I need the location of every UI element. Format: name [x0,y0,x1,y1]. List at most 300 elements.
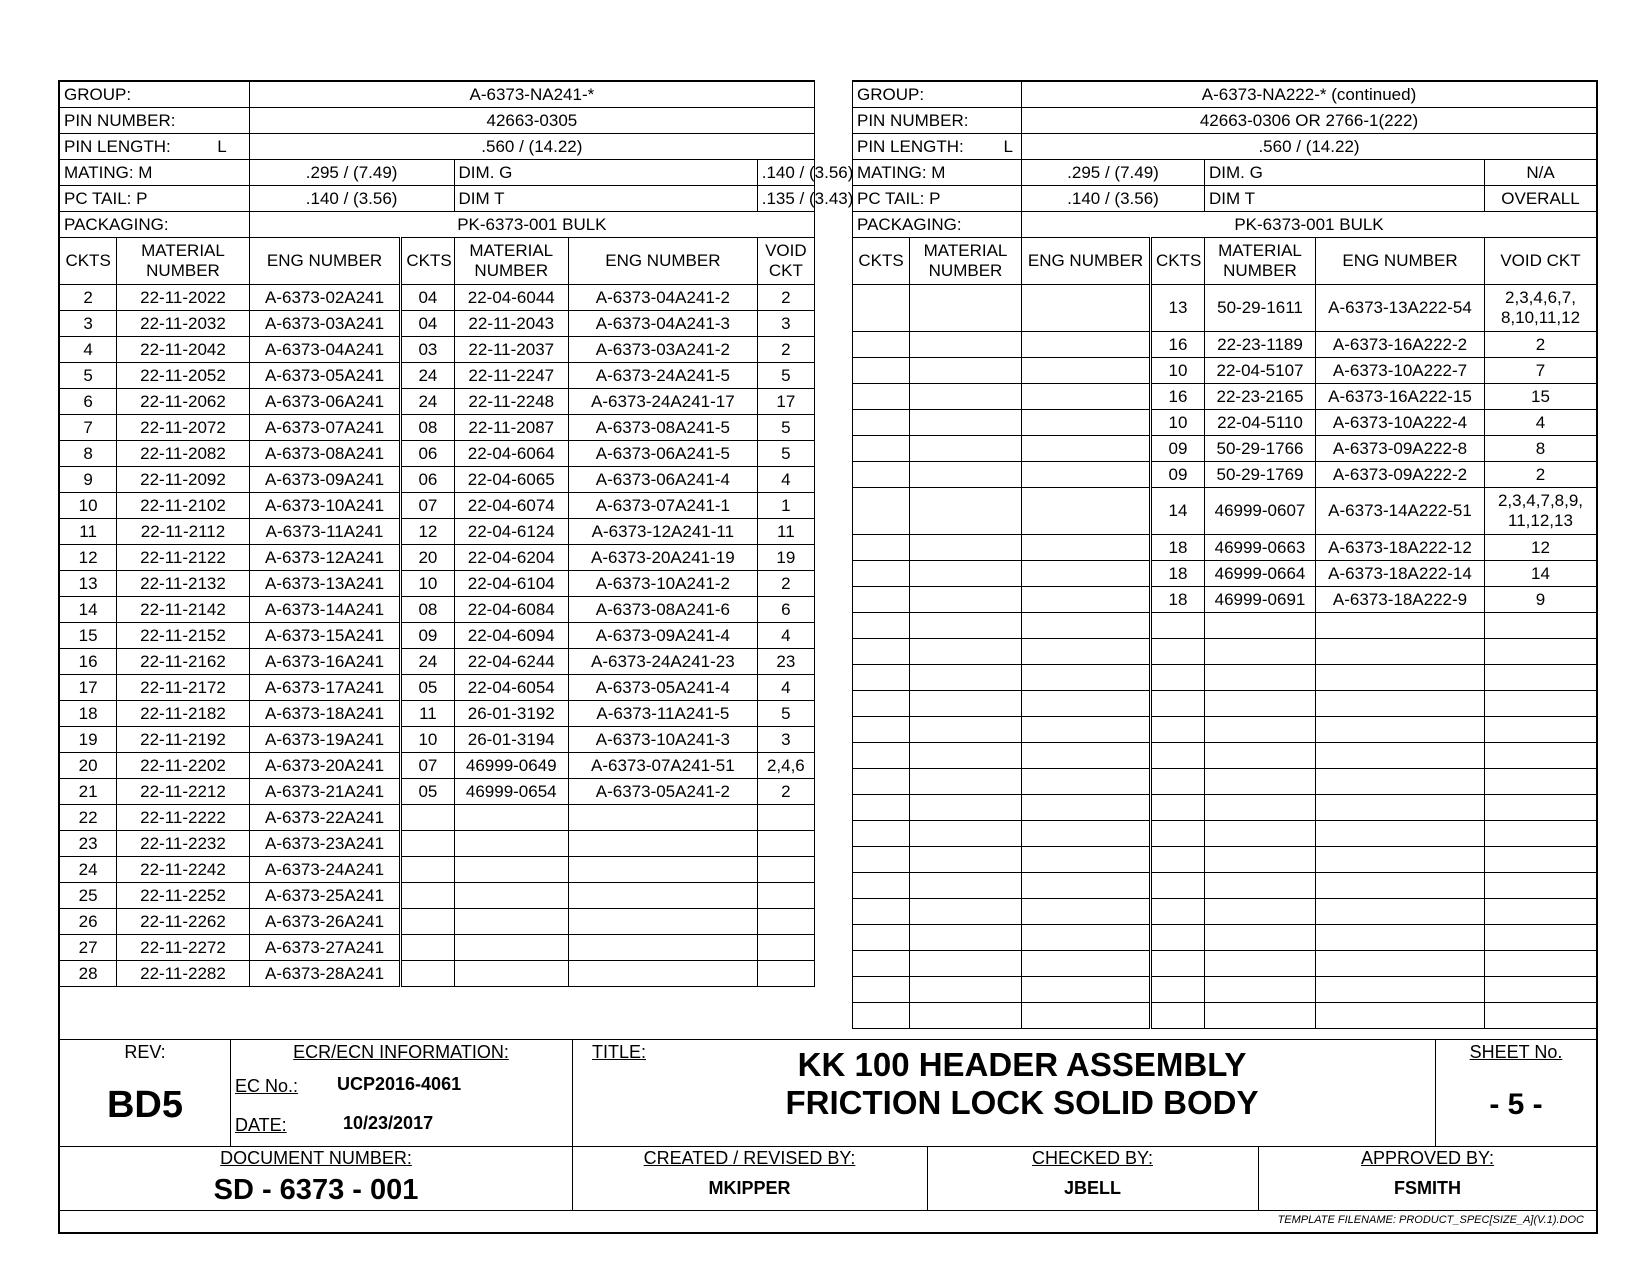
table-cell: 09 [401,623,454,649]
pin-number-row [853,108,1597,134]
table-cell: A-6373-18A222-9 [1316,587,1485,613]
table-cell: 22-11-2072 [117,415,250,441]
table-cell: A-6373-10A222-7 [1316,358,1485,384]
table-row [60,701,815,727]
table-cell [1205,899,1316,925]
table-cell: 7 [60,415,117,441]
table-cell [1485,613,1597,639]
created-label: CREATED / REVISED BY: [643,1148,856,1168]
column-header: VOID CKT [757,238,814,285]
mating-row [60,160,815,186]
table-cell [401,831,454,857]
pc-tail-row [853,186,1597,212]
table-row [60,857,815,883]
table-cell: 22-04-6094 [454,623,568,649]
column-header: ENG NUMBER [568,238,757,285]
table-cell: 2 [60,285,117,311]
table-cell [1205,951,1316,977]
ecr-cell [230,1040,572,1146]
table-cell [1316,899,1485,925]
table-cell [1485,925,1597,951]
table-cell [1022,587,1151,613]
table-cell [401,961,454,987]
table-cell: 17 [757,389,814,415]
table-cell [1205,795,1316,821]
checked-value: JBELL [1063,1178,1121,1198]
table-cell: 18 [1151,587,1205,613]
table-cell: A-6373-06A241-5 [568,441,757,467]
table-cell [910,613,1022,639]
table-cell [910,1003,1022,1029]
table-cell: 2 [1485,462,1597,488]
table-cell [1151,951,1205,977]
table-cell: 08 [401,415,454,441]
table-cell: A-6373-07A241-51 [568,753,757,779]
table-cell: A-6373-22A241 [249,805,401,831]
table-cell: 23 [757,649,814,675]
table-cell [1022,561,1151,587]
column-header: CKTS [1151,238,1205,285]
table-cell [1022,384,1151,410]
table-cell: 24 [401,363,454,389]
table-cell [1316,873,1485,899]
table-cell: 24 [60,857,117,883]
table-cell: 17 [60,675,117,701]
table-cell [910,717,1022,743]
table-cell [1151,795,1205,821]
table-cell: 10 [401,727,454,753]
table-cell [1022,899,1151,925]
pin-length-value: .560 / (14.22) [249,134,814,160]
table-cell: 14 [1485,561,1597,587]
pin-length-label [60,134,250,160]
table-cell: 22-11-2172 [117,675,250,701]
left-spec-panel [59,80,854,987]
table-cell: 07 [401,753,454,779]
table-cell: 50-29-1766 [1205,436,1316,462]
table-cell: 2 [757,779,814,805]
table-cell: A-6373-10A222-4 [1316,410,1485,436]
table-cell: 16 [1151,384,1205,410]
table-cell [1205,977,1316,1003]
table-cell: A-6373-18A222-14 [1316,561,1485,587]
table-cell: 04 [401,311,454,337]
table-cell [910,769,1022,795]
table-cell [454,857,568,883]
table-cell [568,805,757,831]
table-cell: 10 [1151,358,1205,384]
table-cell [1316,769,1485,795]
table-row [60,441,815,467]
table-cell: 09 [1151,462,1205,488]
table-cell: A-6373-12A241 [249,545,401,571]
table-cell [454,961,568,987]
table-cell [454,831,568,857]
table-cell: 2 [757,571,814,597]
mating-value: .295 / (7.49) [1022,160,1205,186]
table-cell [910,587,1022,613]
table-row [60,675,815,701]
table-cell [1205,665,1316,691]
right-spec-table [852,80,1597,1029]
table-cell: A-6373-08A241 [249,441,401,467]
table-row [60,779,815,805]
table-cell: 13 [1151,285,1205,332]
table-cell: A-6373-20A241 [249,753,401,779]
table-cell: 16 [60,649,117,675]
table-row [853,665,1597,691]
pin-length-label [853,134,1022,160]
table-cell: A-6373-18A222-12 [1316,535,1485,561]
table-row [60,545,815,571]
table-cell: A-6373-06A241 [249,389,401,415]
table-cell [910,925,1022,951]
table-cell: A-6373-24A241-5 [568,363,757,389]
sheet-cell [1435,1040,1597,1146]
table-cell: A-6373-13A241 [249,571,401,597]
table-cell: A-6373-24A241 [249,857,401,883]
table-cell: 26-01-3192 [454,701,568,727]
dim-t-value: .135 / (3.43) [757,186,814,212]
rev-cell [60,1040,230,1146]
table-cell [853,535,910,561]
table-cell: 22 [60,805,117,831]
table-cell: 09 [1151,436,1205,462]
table-row [853,769,1597,795]
table-cell [853,821,910,847]
table-cell [1151,613,1205,639]
rev-value: BD5 [106,1084,184,1126]
table-cell: A-6373-05A241-2 [568,779,757,805]
table-cell: 22-11-2042 [117,337,250,363]
table-cell [1022,488,1151,535]
table-cell: 15 [60,623,117,649]
table-cell: A-6373-13A222-54 [1316,285,1485,332]
table-row [60,415,815,441]
table-cell [1022,977,1151,1003]
table-cell [910,743,1022,769]
checked-cell [927,1146,1258,1210]
ec-no-label: EC No.: [235,1076,299,1096]
table-cell: 2 [1485,332,1597,358]
table-cell: 22-04-6065 [454,467,568,493]
title-block [58,1039,1598,1234]
table-cell: A-6373-09A222-8 [1316,436,1485,462]
pin-length-symbol: L [217,136,227,156]
table-cell: A-6373-08A241-6 [568,597,757,623]
table-row [60,493,815,519]
table-cell [1485,821,1597,847]
table-cell [1022,535,1151,561]
table-cell: 5 [60,363,117,389]
table-cell: A-6373-11A241 [249,519,401,545]
table-cell: 22-11-2182 [117,701,250,727]
table-cell [853,488,910,535]
table-cell: 22-11-2192 [117,727,250,753]
table-cell: A-6373-03A241-2 [568,337,757,363]
table-cell: 46999-0663 [1205,535,1316,561]
mating-label: MATING: M [853,160,1022,186]
group-label: GROUP: [60,81,250,108]
table-row [853,488,1597,535]
table-cell: A-6373-14A222-51 [1316,488,1485,535]
table-cell: 22-04-5110 [1205,410,1316,436]
table-row [853,821,1597,847]
column-header: ENG NUMBER [1316,238,1485,285]
table-cell: 23 [60,831,117,857]
table-cell [1151,899,1205,925]
table-cell [1022,639,1151,665]
table-cell [1022,769,1151,795]
table-cell: 13 [60,571,117,597]
table-cell [757,831,814,857]
table-cell [1022,795,1151,821]
table-cell: 06 [401,441,454,467]
table-row [60,337,815,363]
table-cell [1485,873,1597,899]
table-cell: A-6373-11A241-5 [568,701,757,727]
approved-value: FSMITH [1394,1178,1461,1198]
table-cell: 07 [401,493,454,519]
table-cell: 22-11-2102 [117,493,250,519]
title-label: TITLE: [592,1042,647,1062]
table-cell [1022,743,1151,769]
table-cell [757,935,814,961]
pin-length-row [60,134,815,160]
table-cell [757,805,814,831]
table-cell: A-6373-16A222-2 [1316,332,1485,358]
table-cell: 2,4,6 [757,753,814,779]
table-cell [853,384,910,410]
table-cell [1022,613,1151,639]
table-cell: 46999-0664 [1205,561,1316,587]
column-header: CKTS [60,238,117,285]
table-cell: 22-11-2152 [117,623,250,649]
table-cell [1151,873,1205,899]
table-cell: 50-29-1769 [1205,462,1316,488]
table-cell [853,587,910,613]
table-row [60,519,815,545]
table-cell: 8 [60,441,117,467]
table-cell: 22-11-2112 [117,519,250,545]
table-cell [910,847,1022,873]
table-cell [1205,613,1316,639]
table-cell [1205,769,1316,795]
column-header: ENG NUMBER [249,238,401,285]
created-value: MKIPPER [708,1178,791,1198]
table-cell: A-6373-19A241 [249,727,401,753]
pin-number-label: PIN NUMBER: [60,108,250,134]
table-cell [1316,743,1485,769]
table-cell [910,639,1022,665]
table-row [60,597,815,623]
group-value: A-6373-NA241-* [249,81,814,108]
column-header: ENG NUMBER [1022,238,1151,285]
table-cell [1316,639,1485,665]
table-cell [910,285,1022,332]
table-cell: 22-11-2247 [454,363,568,389]
table-cell [568,883,757,909]
packaging-row [60,212,815,238]
table-row [60,285,815,311]
table-cell [1151,977,1205,1003]
table-cell [1022,717,1151,743]
table-cell: 20 [60,753,117,779]
table-cell: 25 [60,883,117,909]
pc-tail-label: PC TAIL: P [60,186,250,212]
table-cell [1151,769,1205,795]
table-cell [1205,743,1316,769]
table-cell [568,857,757,883]
sheet-value: - 5 - [1489,1088,1543,1121]
table-row [853,587,1597,613]
mating-row [853,160,1597,186]
table-cell [910,462,1022,488]
table-cell [910,951,1022,977]
column-header: MATERIAL NUMBER [117,238,250,285]
pin-number-row [60,108,815,134]
table-cell [568,961,757,987]
column-header: MATERIAL NUMBER [454,238,568,285]
table-cell: 22-04-6204 [454,545,568,571]
table-cell: 9 [60,467,117,493]
table-row [853,899,1597,925]
group-label: GROUP: [853,81,1022,108]
table-cell [853,925,910,951]
pc-tail-row [60,186,815,212]
group-row [60,81,815,108]
table-cell [910,488,1022,535]
table-cell [1022,462,1151,488]
table-cell [454,883,568,909]
table-cell [401,935,454,961]
table-cell: 15 [1485,384,1597,410]
table-cell [853,951,910,977]
table-cell [454,909,568,935]
dim-t-value: OVERALL [1485,186,1597,212]
table-cell [757,961,814,987]
table-row [60,389,815,415]
column-header: VOID CKT [1485,238,1597,285]
table-cell: 22-11-2202 [117,753,250,779]
table-cell: 22-23-1189 [1205,332,1316,358]
table-cell: 22-11-2272 [117,935,250,961]
table-cell: 26-01-3194 [454,727,568,753]
table-cell [853,332,910,358]
table-cell [910,535,1022,561]
table-row [853,951,1597,977]
table-cell [1151,925,1205,951]
table-cell: A-6373-06A241-4 [568,467,757,493]
table-cell [1316,925,1485,951]
table-cell: 1 [757,493,814,519]
pin-length-text: PIN LENGTH: [857,136,964,156]
table-cell: 4 [757,623,814,649]
table-row [60,831,815,857]
title-line-1: KK 100 HEADER ASSEMBLY [797,1046,1247,1083]
table-cell: A-6373-05A241 [249,363,401,389]
table-cell [910,561,1022,587]
divider [60,1210,1597,1211]
table-cell: 46999-0607 [1205,488,1316,535]
table-cell [1316,977,1485,1003]
table-cell [853,358,910,384]
table-cell [1205,639,1316,665]
dim-g-value: .140 / (3.56) [757,160,814,186]
table-cell: 22-04-5107 [1205,358,1316,384]
table-cell: 19 [60,727,117,753]
table-cell: 8 [1485,436,1597,462]
table-cell [1316,821,1485,847]
table-cell [1151,639,1205,665]
dim-g-value: N/A [1485,160,1597,186]
table-cell: 22-11-2212 [117,779,250,805]
table-cell [1022,285,1151,332]
table-cell: A-6373-24A241-17 [568,389,757,415]
table-cell [1485,717,1597,743]
table-cell: A-6373-16A222-15 [1316,384,1485,410]
table-cell: A-6373-09A222-2 [1316,462,1485,488]
table-cell [1316,665,1485,691]
table-cell [853,691,910,717]
table-cell: 18 [1151,561,1205,587]
table-cell [1151,847,1205,873]
table-cell [1316,951,1485,977]
table-cell [1316,613,1485,639]
table-cell [1485,951,1597,977]
table-cell [1205,873,1316,899]
table-cell: 50-29-1611 [1205,285,1316,332]
table-cell: A-6373-05A241-4 [568,675,757,701]
table-cell: 22-11-2282 [117,961,250,987]
table-cell [853,285,910,332]
table-row [60,961,815,987]
table-cell [853,795,910,821]
table-cell: A-6373-10A241-2 [568,571,757,597]
table-cell: 4 [1485,410,1597,436]
table-cell: A-6373-07A241-1 [568,493,757,519]
ecr-label: ECR/ECN INFORMATION: [293,1042,509,1062]
table-cell: A-6373-07A241 [249,415,401,441]
table-cell: 11 [757,519,814,545]
table-cell: 22-04-6244 [454,649,568,675]
table-cell [454,935,568,961]
table-cell: 24 [401,649,454,675]
template-filename: TEMPLATE FILENAME: PRODUCT_SPEC[SIZE_A](V.1).DOC [1277,1214,1584,1226]
table-cell: 22-04-6044 [454,285,568,311]
table-cell: 22-11-2242 [117,857,250,883]
table-cell: A-6373-02A241 [249,285,401,311]
table-cell: 3 [757,727,814,753]
table-cell: 22-04-6064 [454,441,568,467]
table-cell: 18 [60,701,117,727]
table-cell [853,873,910,899]
table-cell: 14 [60,597,117,623]
table-cell: 16 [1151,332,1205,358]
table-row [60,467,815,493]
table-cell [1151,743,1205,769]
table-row [853,925,1597,951]
packaging-label: PACKAGING: [853,212,1022,238]
group-value: A-6373-NA222-* (continued) [1022,81,1597,108]
table-cell [1205,717,1316,743]
table-row [853,332,1597,358]
table-cell [853,410,910,436]
table-cell [568,935,757,961]
table-cell [1022,925,1151,951]
ec-no-value: UCP2016-4061 [337,1074,462,1094]
table-cell: A-6373-04A241-2 [568,285,757,311]
